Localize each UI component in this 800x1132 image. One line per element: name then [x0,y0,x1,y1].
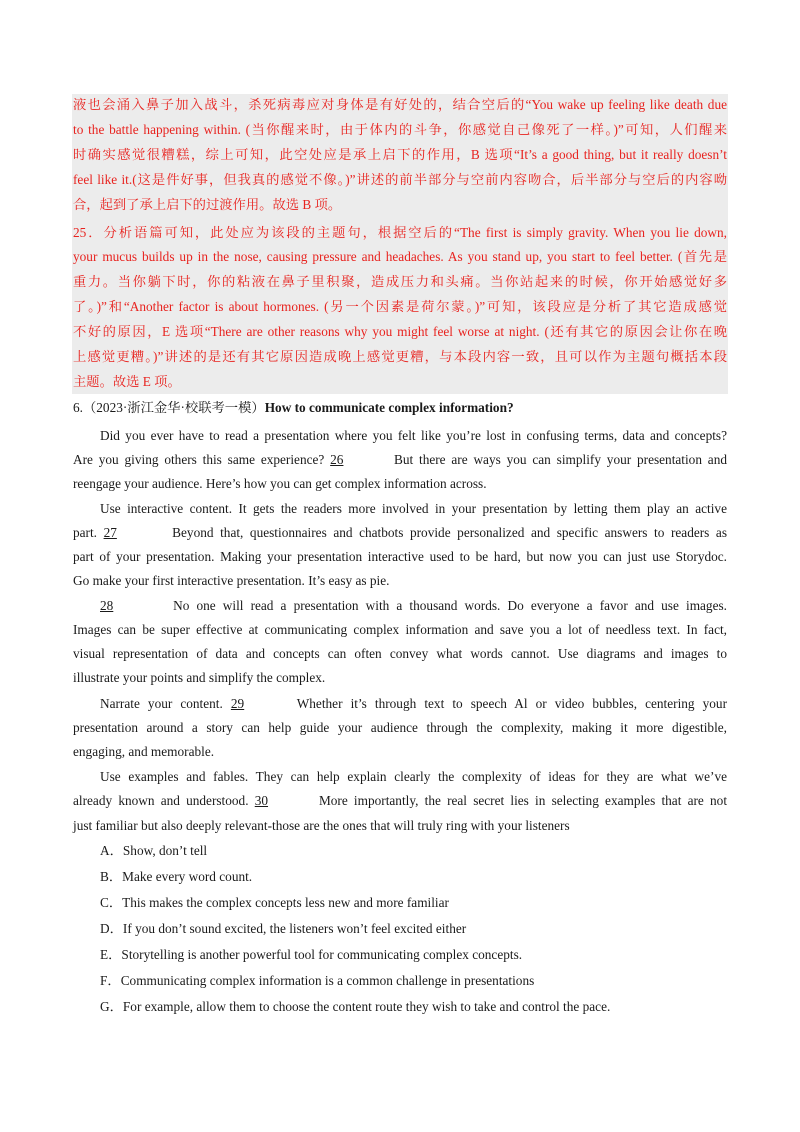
answer-line: to the battle happening within. (当你醒来时，由于体内的斗争，你感觉自己像死了一样。)”可知，人们醒来 [73,122,727,137]
option-f: F．Communicating complex information is a common challenge in presentations [100,973,535,988]
paragraph-line: Did you ever have to read a presentation where you felt like you’re lost in confusing terms, data and concepts? [100,428,727,443]
question-source: 6.（2023·浙江金华·校联考一模） [73,400,265,415]
answer-line: 主题。故选 E 项。 [73,374,181,389]
paragraph-line: already known and understood. 30 More importantly, the real secret lies in selecting examples that are not [73,789,727,813]
paragraph-line: just familiar but also deeply relevant-those are the ones that will truly ring with your listeners [73,818,570,833]
answer-line: 25．分析语篇可知，此处应为该段的主题句，根据空后的“The first is simply gravity. When you lie down, [73,225,727,240]
answer-line: 时确实感觉很糟糕，综上可知，此空处应是承上启下的作用，B 选项“It’s a good thing, but it really doesn’t [73,147,727,162]
option-g: G．For example, allow them to choose the content route they wish to take and control the pace. [100,999,611,1014]
option-b: B．Make every word count. [100,869,253,884]
option-c: C．This makes the complex concepts less new and more familiar [100,895,449,910]
paragraph-line: engaging, and memorable. [73,744,215,759]
answer-line: 合，起到了承上启下的过渡作用。故选 B 项。 [73,197,342,212]
question-heading [73,396,727,420]
paragraph-line: part of your presentation. Making your presentation interactive used to be hard, but now you can just use Storydoc. [73,549,727,564]
paragraph-line: reengage your audience. Here’s how you can get complex information across. [73,476,487,491]
blank-26: 26 [330,452,344,467]
answer-line: your mucus builds up in the nose, causing pressure and headaches. As you stand up, you start to feel better. (首先是 [73,249,727,264]
option-e: E．Storytelling is another powerful tool for communicating complex concepts. [100,947,523,962]
answer-line: 液也会涌入鼻子加入战斗，杀死病毒应对身体是有好处的，结合空后的“You wake up feeling like death due [73,97,727,112]
option-d: D．If you don’t sound excited, the listeners won’t feel excited either [100,921,467,936]
blank-28: 28 [100,598,114,613]
paragraph-line: Are you giving others this same experience? 26 But there are ways you can simplify your presentation and [73,448,727,472]
paragraph-line: Go make your first interactive presentation. It’s easy as pie. [73,573,390,588]
answer-line: 了。)”和“Another factor is about hormones. (另一个因素是荷尔蒙。)”可知，该段应是分析了其它造成感觉 [73,299,727,314]
paragraph-line: Use examples and fables. They can help explain clearly the complexity of ideas for they are what we’ve [100,769,727,784]
answer-line: 重力。当你躺下时，你的粘液在鼻子里积聚，造成压力和头痛。当你站起来的时候，你开始感觉好多 [73,274,727,289]
answer-line: 不好的原因，E 选项“There are other reasons why you might feel worse at night. (还有其它的原因会让你在晚 [73,324,727,339]
paragraph-line: Use interactive content. It gets the readers more involved in your presentation by letting them play an active [100,501,727,516]
blank-29: 29 [230,696,245,711]
paragraph-line: visual representation of data and concepts can often convey what words cannot. Use diagrams and images to [73,646,727,661]
option-a: A．Show, don’t tell [100,843,208,858]
answer-line: 上感觉更糟。)”讲述的是还有其它原因造成晚上感觉更糟，与本段内容一致，且可以作为主题句概括本段 [73,349,727,364]
paragraph-line: illustrate your points and simplify the complex. [73,670,326,685]
paragraph-line: Images can be super effective at communicating complex information and save you a lot of needless text. In fact, [73,622,727,637]
paragraph-line: Narrate your content. 29 Whether it’s through text to speech Al or video bubbles, centering your [100,692,727,716]
paragraph-line: presentation around a story can help guide your audience through the complexity, making it more digestible, [73,720,727,735]
answer-line: feel like it.(这是件好事，但我真的感觉不像。)”讲述的前半部分与空前内容吻合，后半部分与空后的内容呦 [73,172,727,187]
blank-27: 27 [103,525,117,540]
blank-30: 30 [254,793,269,808]
paragraph-line: part. 27 Beyond that, questionnaires and chatbots provide personalized and specific answers to readers as [73,521,727,545]
question-title: How to communicate complex information? [264,400,514,415]
paragraph-line: 28 No one will read a presentation with a thousand words. Do everyone a favor and use images. [100,594,727,618]
